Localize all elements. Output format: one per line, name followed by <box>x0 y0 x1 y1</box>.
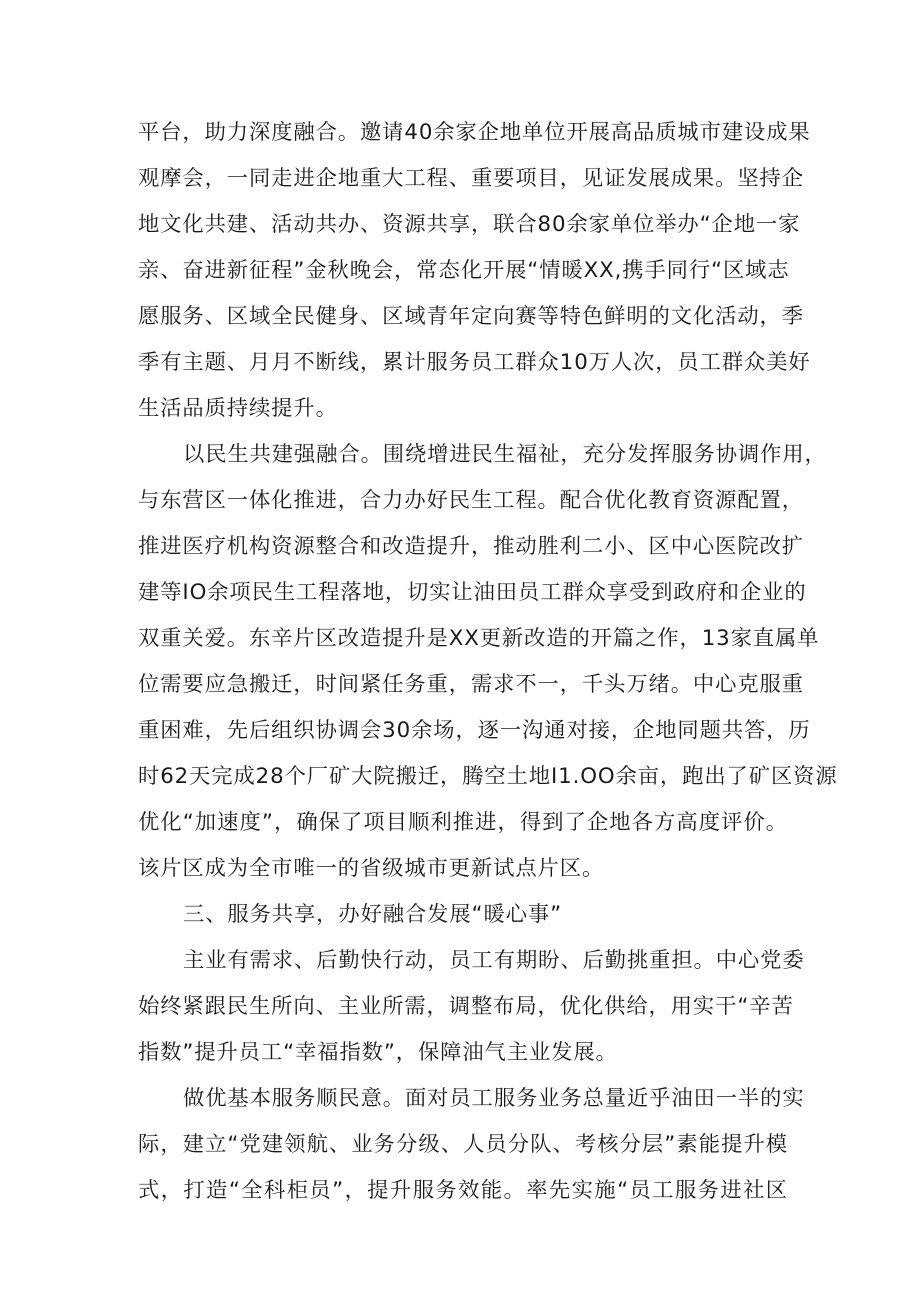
text-line: 式，打造“全科柜员”，提升服务效能。率先实施“员工服务进社区 <box>138 1178 788 1203</box>
text-line: 平台，助力深度融合。邀请40余家企地单位开展高品质城市建设成果 <box>138 120 811 145</box>
text-line: 季有主题、月月不断线，累计服务员工群众10万人次，员工群众美好 <box>138 350 811 375</box>
paragraph-lead-line: 主业有需求、后勤快行动，员工有期盼、后勤挑重担。中心党委 <box>183 948 805 973</box>
text-line: 推进医疗机构资源整合和改造提升，推动胜利二小、区中心医院改扩 <box>138 534 804 559</box>
text-line: 与东营区一体化推进，合力办好民生工程。配合优化教育资源配置， <box>138 488 804 513</box>
text-line: 生活品质持续提升。 <box>138 396 338 421</box>
text-line: 时62天完成28个厂矿大院搬迁，腾空土地I1.OO余亩，跑出了矿区资源 <box>138 764 838 789</box>
paragraph-lead-line: 以民生共建强融合。围绕增进民生福祉，充分发挥服务协调作用， <box>183 442 827 467</box>
text-line: 重困难，先后组织协调会30余场，逐一沟通对接，企地同题共答，历 <box>138 718 811 743</box>
text-line: 指数”提升员工“幸福指数”，保障油气主业发展。 <box>138 1040 618 1065</box>
text-line: 观摩会，一同走进企地重大工程、重要项目，见证发展成果。坚持企 <box>138 166 804 191</box>
text-line: 始终紧跟民生所向、主业所需，调整布局，优化供给，用实干“辛苦 <box>138 994 794 1019</box>
text-line: 地文化共建、活动共办、资源共享，联合80余家单位举办“企地一家 <box>138 212 801 237</box>
text-line: 该片区成为全市唯一的省级城市更新试点片区。 <box>138 856 605 881</box>
text-line: 际，建立“党建领航、业务分级、人员分队、考核分层”素能提升模 <box>138 1132 788 1157</box>
text-line: 优化“加速度”，确保了项目顺利推进，得到了企地各方高度评价。 <box>138 810 788 835</box>
text-line: 愿服务、区域全民健身、区域青年定向赛等特色鲜明的文化活动，季 <box>138 304 804 329</box>
text-line: 双重关爱。东辛片区改造提升是XX更新改造的开篇之作，13家直属单 <box>138 626 820 651</box>
text-line: 亲、奋进新征程”金秋晚会，常态化开展“情暖XX,携手同行“区域志 <box>138 258 790 283</box>
text-line: 建等IO余项民生工程落地，切实让油田员工群众享受到政府和企业的 <box>138 580 807 605</box>
section-heading: 三、服务共享，办好融合发展“暖心事” <box>183 902 563 927</box>
text-line: 位需要应急搬迁，时间紧任务重，需求不一，千头万绪。中心克服重 <box>138 672 804 697</box>
paragraph-lead-line: 做优基本服务顺民意。面对员工服务业务总量近乎油田一半的实 <box>183 1086 805 1111</box>
